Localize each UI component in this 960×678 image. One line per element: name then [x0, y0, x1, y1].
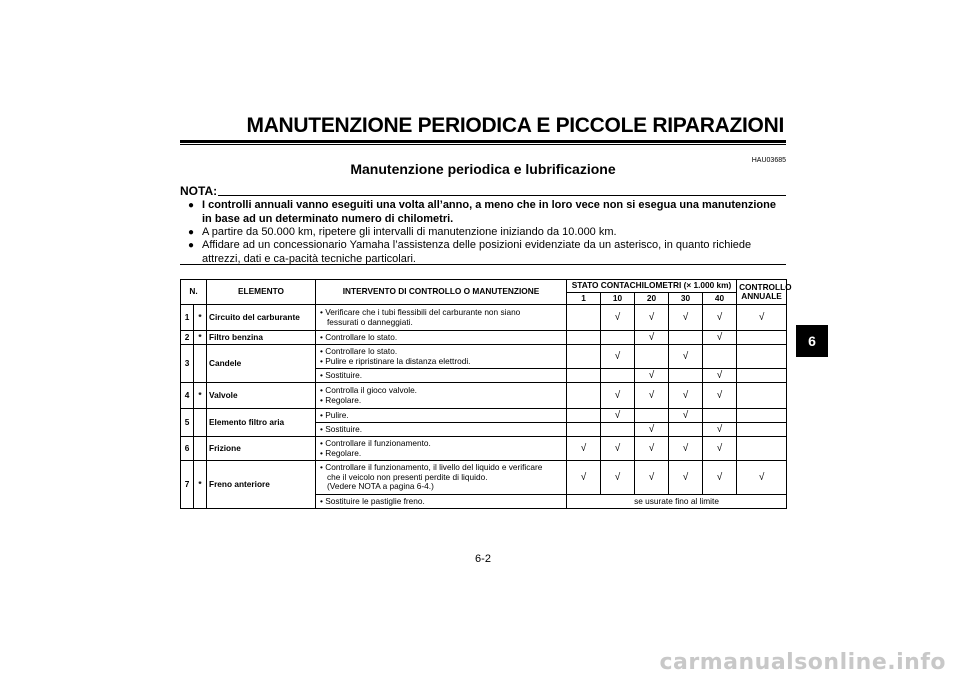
interval-cell: [703, 345, 737, 369]
check-mark: √: [703, 369, 737, 383]
check-mark: √: [737, 461, 787, 495]
check-mark: √: [601, 437, 635, 461]
row-number: 7: [181, 461, 194, 509]
header-km: 40: [703, 292, 737, 305]
check-mark: √: [635, 383, 669, 409]
check-mark: √: [703, 461, 737, 495]
nota-item-text: I controlli annuali vanno eseguiti una volta all’anno, a meno che in loro vece non si esegua una manutenzione in base ad un determinato numero di chilometri.: [202, 199, 776, 225]
header-rule: [180, 140, 786, 143]
interval-cell: [567, 423, 601, 437]
operation-line: • Sostituire le pastiglie freno.: [320, 495, 425, 506]
interval-cell: [567, 369, 601, 383]
check-mark: √: [703, 437, 737, 461]
check-mark: √: [601, 409, 635, 423]
asterisk-cell-empty: [194, 345, 207, 383]
interval-cell: [737, 409, 787, 423]
operation-line: fessurati o danneggiati.: [327, 316, 413, 327]
row-operation: [316, 383, 567, 409]
check-mark: √: [635, 423, 669, 437]
table-row: [181, 409, 787, 423]
row-element: Filtro benzina: [207, 331, 316, 345]
header-annual-line2: ANNUALE: [741, 291, 782, 301]
check-mark: √: [703, 423, 737, 437]
row-element: Circuito del carburante: [207, 305, 316, 331]
interval-cell: [567, 305, 601, 331]
interval-cell: [635, 409, 669, 423]
check-mark: √: [703, 331, 737, 345]
header-km: 1: [567, 292, 601, 305]
operation-line: • Pulire.: [320, 409, 349, 420]
check-mark: √: [601, 305, 635, 331]
row-number: 1: [181, 305, 194, 331]
interval-cell: [737, 437, 787, 461]
operation-line: • Sostituire.: [320, 369, 363, 380]
chapter-tab: 6: [796, 325, 828, 357]
row-element: Candele: [207, 345, 316, 383]
watermark: carmanualsonline.info: [659, 650, 946, 675]
check-mark: √: [635, 305, 669, 331]
interval-cell: [669, 369, 703, 383]
row-operation: [316, 437, 567, 461]
table-row: [181, 305, 787, 331]
section-title: Manutenzione periodica e lubrificazione: [350, 161, 616, 177]
row-element: Valvole: [207, 383, 316, 409]
interval-cell: [737, 383, 787, 409]
maintenance-table: [180, 279, 792, 509]
interval-cell: [567, 345, 601, 369]
check-mark: √: [669, 409, 703, 423]
table-row: [181, 345, 787, 369]
row-operation: [316, 305, 567, 331]
nota-label: NOTA:: [180, 184, 218, 198]
interval-cell: [567, 409, 601, 423]
interval-cell: [601, 331, 635, 345]
interval-cell: [669, 423, 703, 437]
row-operation: [316, 331, 567, 345]
header-odometer: STATO CONTACHILOMETRI (× 1.000 km): [567, 280, 737, 293]
operation-line: • Controlla il gioco valvole.: [320, 385, 417, 395]
page-header-title: MANUTENZIONE PERIODICA E PICCOLE RIPARAZIONI: [246, 114, 784, 137]
operation-line: (Vedere NOTA a pagina 6-4.): [327, 481, 434, 492]
asterisk-mark: *: [194, 383, 207, 409]
check-mark: √: [635, 437, 669, 461]
check-mark: √: [669, 437, 703, 461]
table-row: [181, 331, 787, 345]
row-element: Freno anteriore: [207, 461, 316, 509]
row-number: 6: [181, 437, 194, 461]
header-n: N.: [181, 280, 207, 305]
asterisk-cell-empty: [194, 409, 207, 437]
check-mark: √: [669, 305, 703, 331]
table-row: [181, 437, 787, 461]
check-mark: √: [669, 345, 703, 369]
operation-line: • Controllare lo stato.: [320, 346, 398, 356]
nota-item: [188, 226, 786, 240]
asterisk-cell-empty: [194, 437, 207, 461]
nota-rule: [218, 195, 786, 196]
header-km: 10: [601, 292, 635, 305]
check-mark: √: [601, 461, 635, 495]
header-annual-line1: CONTROLLO: [739, 281, 792, 292]
row-operation: [316, 495, 567, 509]
row-element: Frizione: [207, 437, 316, 461]
row-operation: [316, 461, 567, 495]
operation-line: • Controllare lo stato.: [320, 331, 398, 342]
operation-line: • Regolare.: [320, 447, 362, 458]
notes-end-rule: [180, 264, 786, 265]
nota-item: [188, 239, 786, 266]
asterisk-mark: *: [194, 305, 207, 331]
operation-line: • Verificare che i tubi flessibili del carburante non siano: [320, 307, 521, 317]
interval-cell: [737, 345, 787, 369]
operation-line: • Sostituire.: [320, 423, 363, 434]
header-rule-thin: [180, 144, 786, 145]
check-mark: √: [703, 383, 737, 409]
section-code: HAU03685: [751, 157, 786, 164]
check-mark: √: [703, 305, 737, 331]
row-number: 5: [181, 409, 194, 437]
check-mark: √: [737, 305, 787, 331]
check-mark: √: [635, 461, 669, 495]
operation-line: • Controllare il funzionamento, il livello del liquido e verificare: [320, 462, 543, 473]
nota-item-text: Affidare ad un concessionario Yamaha l’assistenza delle posizioni evidenziate da un asterisco, in quanto richiede attrezzi, dati e ca-pacità tecniche particolari.: [202, 239, 752, 265]
nota-item: [188, 199, 786, 226]
interval-note: se usurate fino al limite: [567, 495, 787, 509]
page-number: 6-2: [475, 553, 491, 565]
operation-line: che il veicolo non presenti perdite di liquido.: [327, 471, 488, 482]
check-mark: √: [669, 383, 703, 409]
operation-line: • Pulire e ripristinare la distanza elettrodi.: [320, 355, 471, 366]
interval-cell: [737, 423, 787, 437]
asterisk-mark: *: [194, 331, 207, 345]
row-number: 3: [181, 345, 194, 383]
interval-cell: [737, 369, 787, 383]
header-element: ELEMENTO: [207, 280, 316, 305]
row-number: 4: [181, 383, 194, 409]
operation-line: • Controllare il funzionamento.: [320, 438, 431, 448]
interval-cell: [703, 409, 737, 423]
check-mark: √: [567, 461, 601, 495]
row-operation: [316, 423, 567, 437]
operation-line: • Regolare.: [320, 394, 362, 405]
row-element: Elemento filtro aria: [207, 409, 316, 437]
bullet-icon: ●: [188, 200, 195, 211]
row-operation: [316, 369, 567, 383]
header-operation: INTERVENTO DI CONTROLLO O MANUTENZIONE: [316, 280, 567, 305]
row-operation: [316, 345, 567, 369]
interval-cell: [567, 383, 601, 409]
check-mark: √: [635, 331, 669, 345]
nota-item-text: A partire da 50.000 km, ripetere gli intervalli di manutenzione iniziando da 10.000 km.: [202, 226, 617, 238]
bullet-icon: ●: [188, 240, 195, 251]
interval-cell: [635, 345, 669, 369]
interval-cell: [601, 423, 635, 437]
table-row: [181, 383, 787, 409]
header-km: 30: [669, 292, 703, 305]
interval-cell: [567, 331, 601, 345]
check-mark: √: [601, 345, 635, 369]
check-mark: √: [567, 437, 601, 461]
header-annual: [737, 280, 792, 305]
header-km: 20: [635, 292, 669, 305]
check-mark: √: [601, 383, 635, 409]
check-mark: √: [669, 461, 703, 495]
asterisk-mark: *: [194, 461, 207, 509]
row-number: 2: [181, 331, 194, 345]
interval-cell: [669, 331, 703, 345]
interval-cell: [737, 331, 787, 345]
row-operation: [316, 409, 567, 423]
interval-cell: [601, 369, 635, 383]
check-mark: √: [635, 369, 669, 383]
table-row: [181, 461, 787, 495]
bullet-icon: ●: [188, 227, 195, 238]
